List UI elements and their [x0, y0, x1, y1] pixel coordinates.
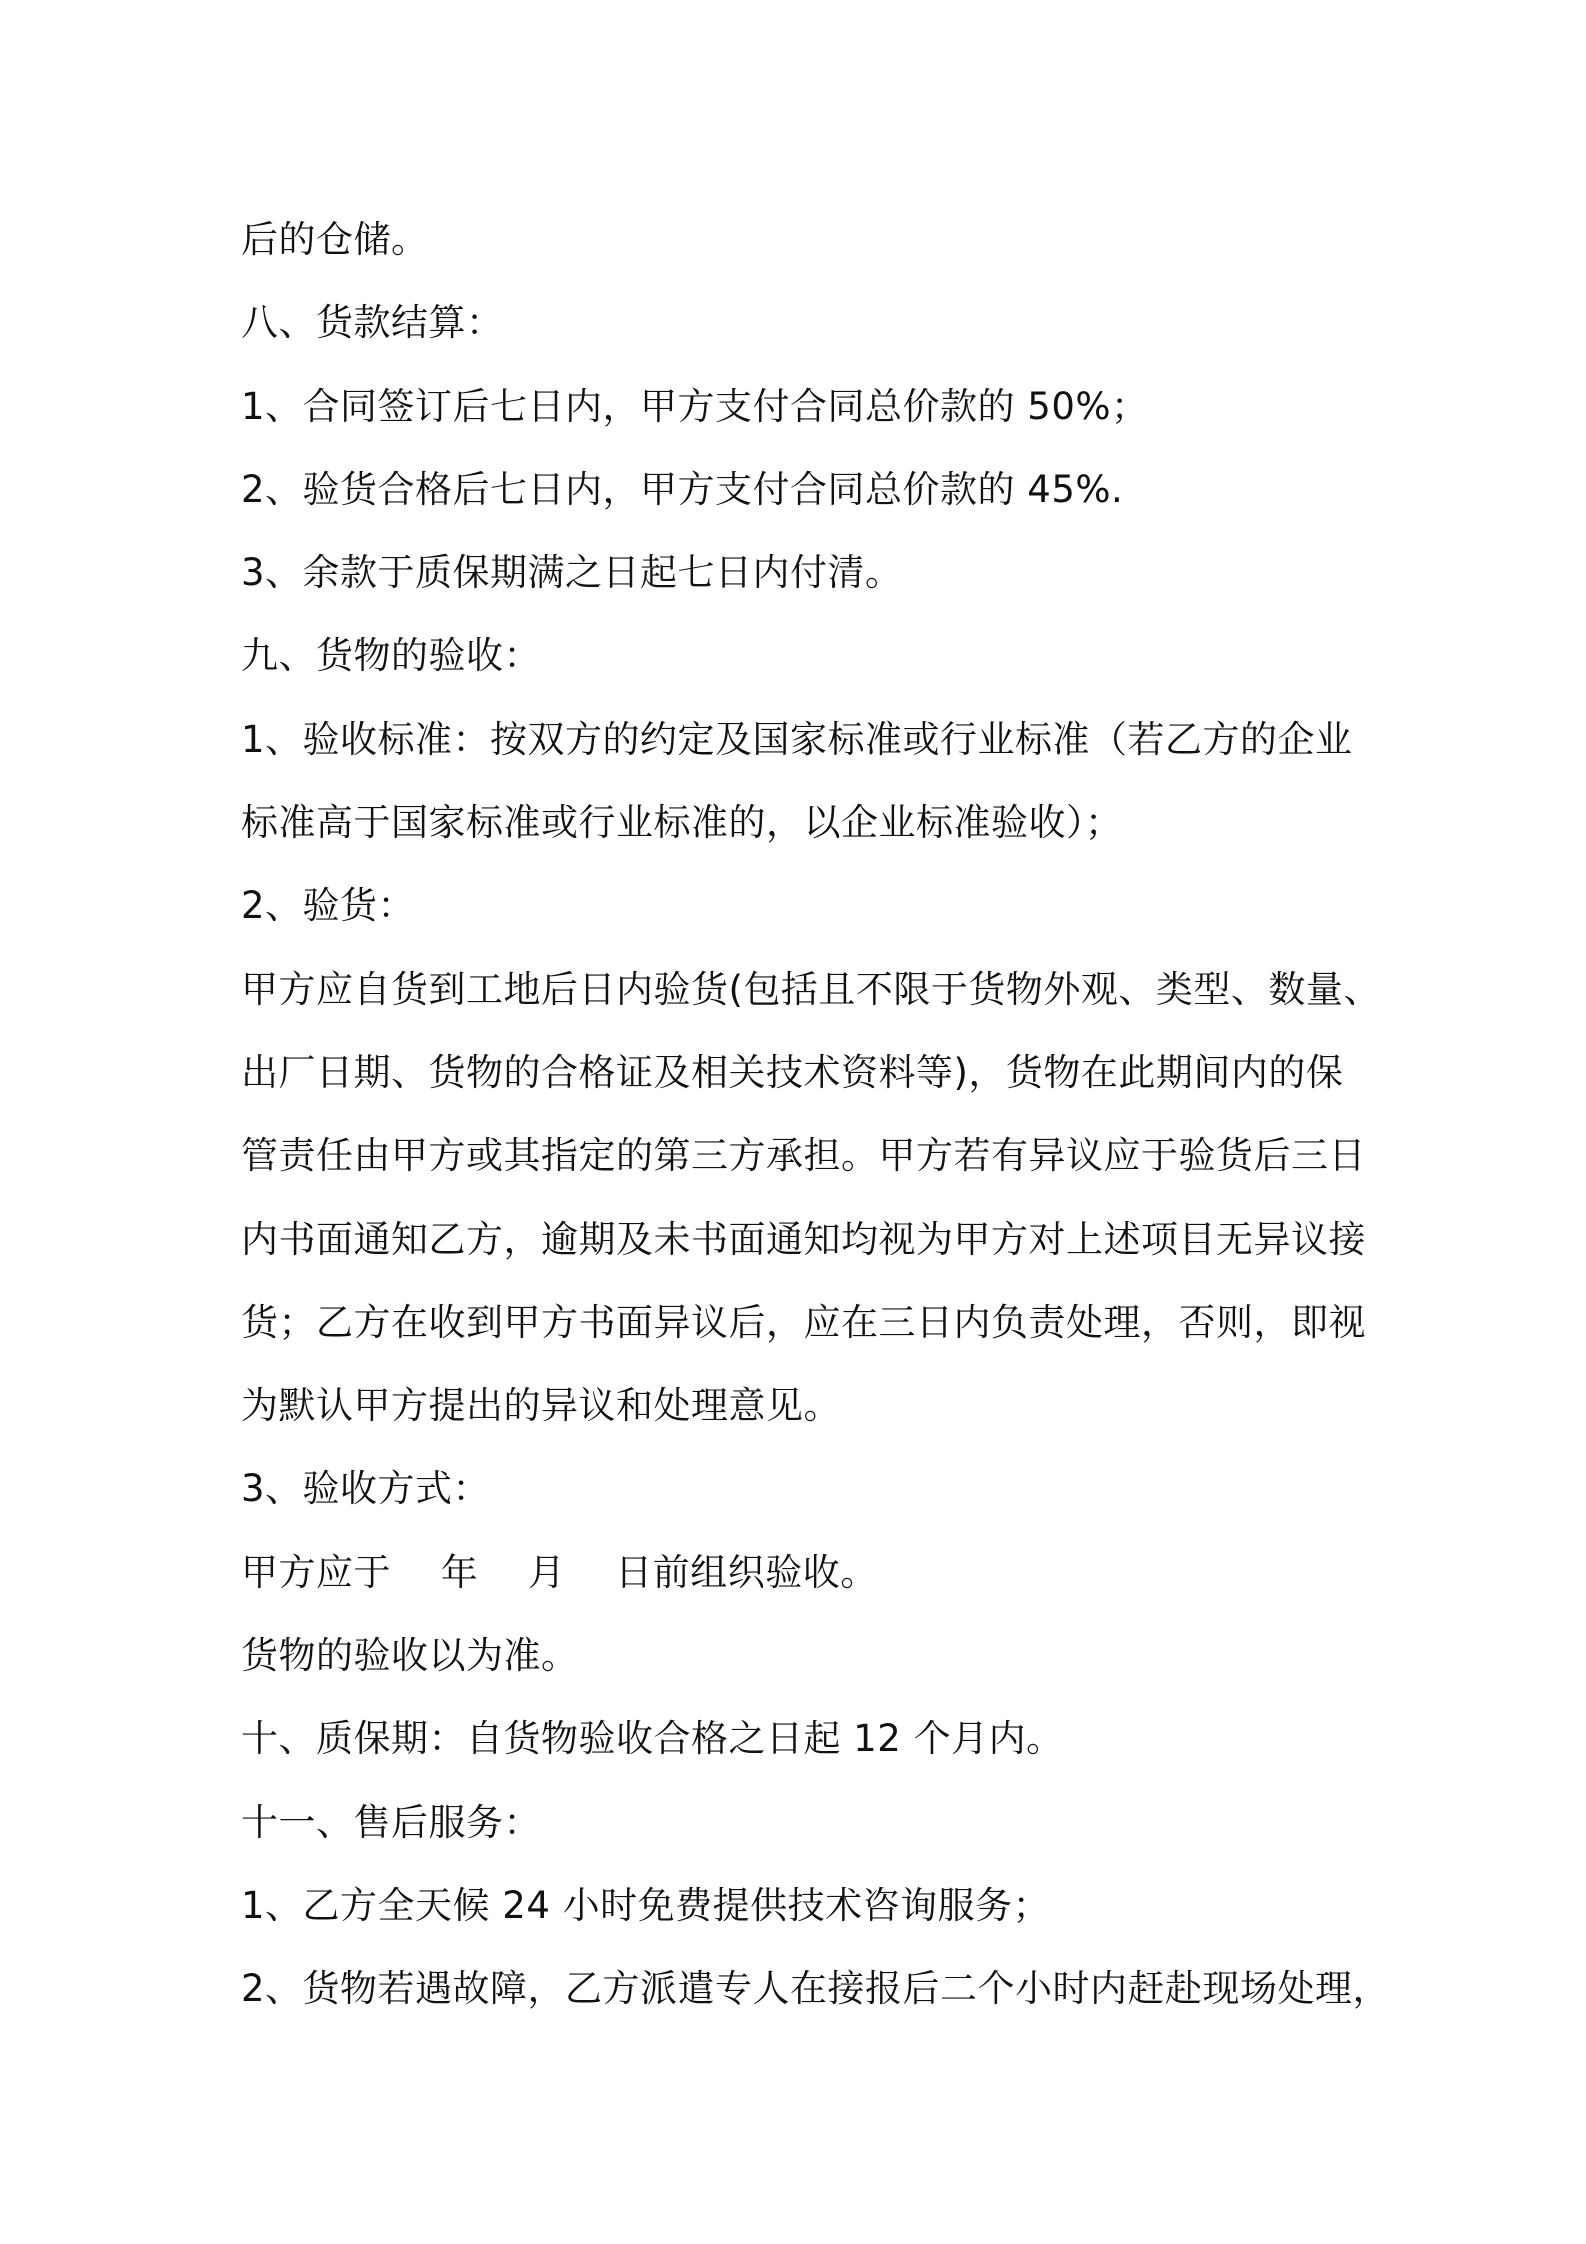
text-line: 为默认甲方提出的异议和处理意见。	[241, 1384, 841, 1428]
text-line: 1、合同签订后七日内，甲方支付合同总价款的 50%；	[241, 384, 1149, 428]
text-line: 管责任由甲方或其指定的第三方承担。甲方若有异议应于验货后三日	[241, 1134, 1366, 1178]
section-heading-after-sales: 十一、售后服务：	[241, 1800, 541, 1844]
text-line: 1、验收标准：按双方的约定及国家标准或行业标准（若乙方的企业	[241, 717, 1353, 761]
text-line: 2、验货：	[241, 884, 416, 928]
section-heading-payment: 八、货款结算：	[241, 301, 504, 345]
section-heading-warranty: 十、质保期：自货物验收合格之日起 12 个月内。	[241, 1717, 1064, 1761]
text-line: 标准高于国家标准或行业标准的，以企业标准验收）；	[241, 801, 1123, 845]
text-line: 货；乙方在收到甲方书面异议后，应在三日内负责处理，否则，即视	[241, 1300, 1366, 1344]
text-line: 货物的验收以为准。	[241, 1634, 579, 1678]
text-line: 3、余款于质保期满之日起七日内付清。	[241, 551, 903, 595]
text-line: 甲方应自货到工地后日内验货(包括且不限于货物外观、类型、数量、	[241, 967, 1381, 1011]
text-line: 后的仓储。	[241, 218, 429, 261]
text-line: 1、乙方全天候 24 小时免费提供技术咨询服务；	[241, 1883, 1051, 1927]
text-line: 2、验货合格后七日内，甲方支付合同总价款的 45%.	[241, 467, 1124, 511]
text-line: 3、验收方式：	[241, 1467, 491, 1511]
text-line: 2、货物若遇故障，乙方派遣专人在接报后二个小时内赶赴现场处理，	[241, 1967, 1391, 2011]
section-heading-acceptance: 九、货物的验收：	[241, 634, 541, 678]
contract-body-text	[241, 198, 1391, 2031]
text-line: 甲方应于 年 月 日前组织验收。	[241, 1550, 878, 1594]
text-line: 内书面通知乙方，逾期及未书面通知均视为甲方对上述项目无异议接	[241, 1217, 1366, 1261]
text-line: 出厂日期、货物的合格证及相关技术资料等)，货物在此期间内的保	[241, 1050, 1344, 1094]
